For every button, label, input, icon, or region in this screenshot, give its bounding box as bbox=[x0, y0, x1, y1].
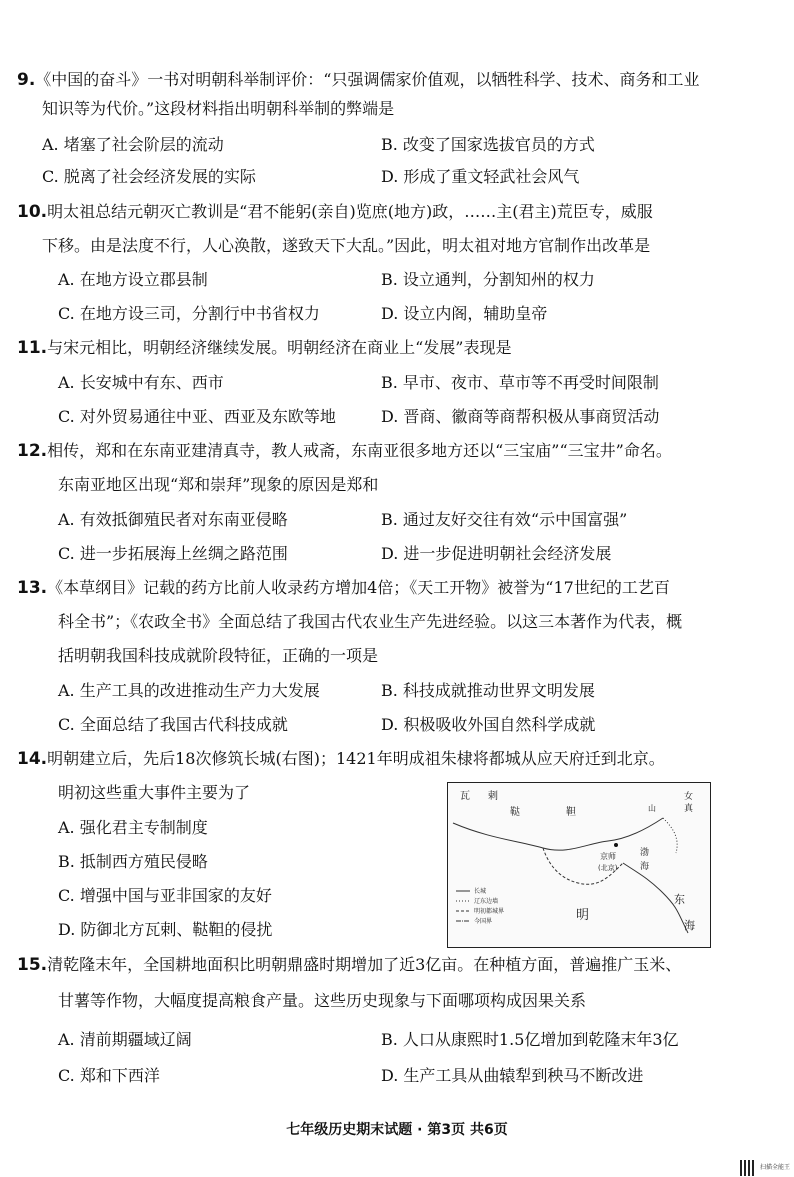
q15-option-c: C. 郑和下西洋 bbox=[58, 1066, 160, 1085]
capital-dot bbox=[614, 843, 618, 847]
q9-option-b: B. 改变了国家选拔官员的方式 bbox=[381, 135, 595, 154]
great-wall-map bbox=[447, 782, 711, 948]
q13-option-b: B. 科技成就推动世界文明发展 bbox=[381, 681, 595, 700]
map-label-dan: 靼 bbox=[566, 807, 576, 818]
liaodong-wall-line bbox=[663, 818, 677, 853]
map-label-hai: 海 bbox=[640, 862, 650, 872]
legend-boundary: 明初都城界 bbox=[474, 908, 505, 915]
q13-option-a: A. 生产工具的改进推动生产力大发展 bbox=[58, 681, 320, 700]
q9-stem-line1: 9.《中国的奋斗》一书对明朝科举制评价：“只强调儒家价值观，以牺牲科学、技术、商务和工业 bbox=[17, 70, 700, 90]
q13-option-d: D. 积极吸收外国自然科学成就 bbox=[381, 715, 596, 734]
q14-option-d: D. 防御北方瓦剌、鞑靼的侵扰 bbox=[58, 920, 273, 939]
map-label-nv: 女 bbox=[684, 792, 694, 802]
map-label-donghai: 海 bbox=[684, 919, 695, 932]
map-label-da: 鞑 bbox=[510, 807, 520, 818]
q15-stem-line2: 甘薯等作物，大幅度提高粮食产量。这些历史现象与下面哪项构成因果关系 bbox=[58, 991, 587, 1010]
q14-stem-line2: 明初这些重大事件主要为了 bbox=[58, 783, 251, 802]
q14-option-b: B. 抵制西方殖民侵略 bbox=[58, 852, 208, 871]
q10-option-a: A. 在地方设立郡县制 bbox=[58, 270, 208, 289]
q10-option-d: D. 设立内阁，辅助皇帝 bbox=[381, 304, 548, 323]
q9-option-d: D. 形成了重文轻武社会风气 bbox=[381, 167, 580, 186]
legend-liaodong: 辽东边墙 bbox=[474, 898, 499, 905]
q13-stem-line2: 科全书”；《农政全书》全面总结了我国古代农业生产先进经验。以这三本著作为代表，概 bbox=[58, 612, 683, 631]
q15-option-a: A. 清前期疆域辽阔 bbox=[58, 1030, 192, 1049]
q13-stem-line1: 13.《本草纲目》记载的药方比前人收录药方增加4倍；《天工开物》被誉为“17世纪的工艺百 bbox=[17, 578, 670, 598]
q11-option-c: C. 对外贸易通往中亚、西亚及东欧等地 bbox=[58, 407, 336, 426]
map-label-la: 剌 bbox=[488, 791, 498, 802]
q14-stem-line1: 14.明朝建立后，先后18次修筑长城(右图)；1421年明成祖朱棣将都城从应天府迁到北京。 bbox=[17, 749, 665, 769]
q15-option-b: B. 人口从康熙时1.5亿增加到乾隆末年3亿 bbox=[381, 1030, 679, 1049]
qr-caption: 扫描全能王 bbox=[760, 1164, 791, 1171]
q10-stem-line2: 下移。由是法度不行，人心涣散，遂致天下大乱。”因此，明太祖对地方官制作出改革是 bbox=[42, 236, 651, 255]
q10-option-b: B. 设立通判，分割知州的权力 bbox=[381, 270, 595, 289]
legend-border: 今国界 bbox=[474, 918, 493, 925]
q11-option-b: B. 早市、夜市、草市等不再受时间限制 bbox=[381, 373, 659, 392]
q11-stem: 11.与宋元相比，明朝经济继续发展。明朝经济在商业上“发展”表现是 bbox=[17, 338, 512, 358]
q11-option-a: A. 长安城中有东、西市 bbox=[58, 373, 224, 392]
q15-option-d: D. 生产工具从曲辕犁到秧马不断改进 bbox=[381, 1066, 644, 1085]
q11-option-d: D. 晋商、徽商等商帮积极从事商贸活动 bbox=[381, 407, 660, 426]
map-label-zhen: 真 bbox=[684, 804, 694, 814]
q9-option-a: A. 堵塞了社会阶层的流动 bbox=[42, 135, 224, 154]
q15-stem-line1: 15.清乾隆末年，全国耕地面积比明朝鼎盛时期增加了近3亿亩。在种植方面，普遍推广玉米、 bbox=[17, 955, 682, 975]
q12-option-b: B. 通过友好交往有效“示中国富强” bbox=[381, 510, 628, 529]
q14-option-a: A. 强化君主专制制度 bbox=[58, 818, 208, 837]
map-label-shan: 山 bbox=[648, 804, 656, 813]
map-label-bo: 渤 bbox=[640, 848, 650, 858]
q13-stem-line3: 括明朝我国科技成就阶段特征，正确的一项是 bbox=[58, 646, 379, 665]
map-legend bbox=[456, 887, 504, 925]
q10-stem-line1: 10.明太祖总结元朝灭亡教训是“君不能躬(亲自)览庶(地方)政，……主(君主)荒臣专，威服 bbox=[17, 202, 653, 222]
q12-stem-line2: 东南亚地区出现“郑和崇拜”现象的原因是郑和 bbox=[58, 475, 379, 494]
q12-option-a: A. 有效抵御殖民者对东南亚侵略 bbox=[58, 510, 288, 529]
q12-option-d: D. 进一步促进明朝社会经济发展 bbox=[381, 544, 612, 563]
map-label-wa: 瓦 bbox=[460, 791, 470, 802]
map-label-beijing: (北京) bbox=[598, 864, 618, 872]
map-label-ming: 明 bbox=[576, 908, 590, 923]
map-label-dong: 东 bbox=[674, 893, 685, 906]
q9-option-c: C. 脱离了社会经济发展的实际 bbox=[42, 167, 256, 186]
legend-great-wall: 长城 bbox=[474, 888, 487, 895]
q13-option-c: C. 全面总结了我国古代科技成就 bbox=[58, 715, 288, 734]
q14-option-c: C. 增强中国与亚非国家的友好 bbox=[58, 886, 272, 905]
q10-option-c: C. 在地方设三司，分割行中书省权力 bbox=[58, 304, 320, 323]
qr-code-icon bbox=[740, 1160, 756, 1176]
q12-stem-line1: 12.相传，郑和在东南亚建清真寺，教人戒斋，东南亚很多地方还以“三宝庙”“三宝井”命名。 bbox=[17, 441, 672, 461]
map-drawing bbox=[448, 783, 710, 947]
map-label-jingshi: 京师 bbox=[600, 852, 616, 861]
page-footer: 七年级历史期末试题 · 第3页 共6页 bbox=[286, 1122, 508, 1138]
q12-option-c: C. 进一步拓展海上丝绸之路范围 bbox=[58, 544, 288, 563]
q9-stem-line2: 知识等为代价。”这段材料指出明朝科举制的弊端是 bbox=[42, 99, 395, 118]
great-wall-line bbox=[453, 818, 663, 850]
